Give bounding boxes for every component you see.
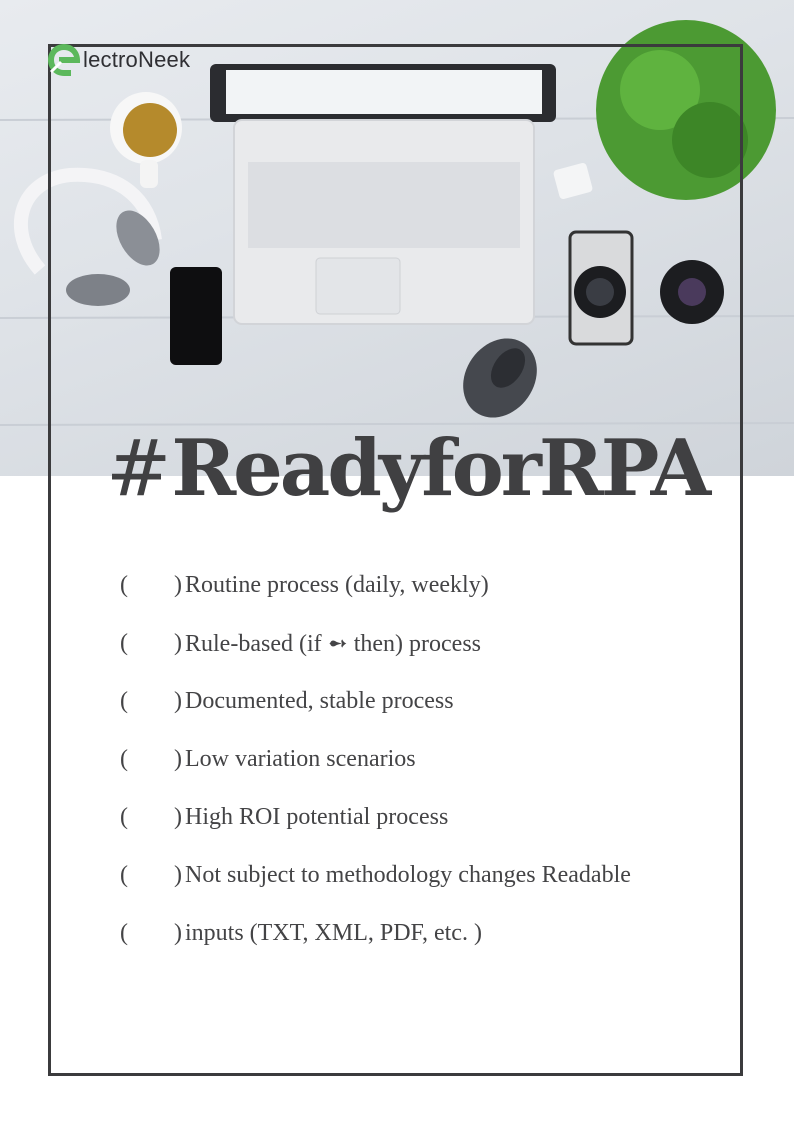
- list-item: [120, 556, 720, 614]
- list-item-label: Not subject to methodology changes Readable: [185, 861, 631, 888]
- list-item: [120, 672, 720, 730]
- list-item: [120, 904, 720, 962]
- checkbox[interactable]: ( ): [120, 629, 202, 656]
- checklist: [120, 556, 720, 962]
- checkbox[interactable]: ( ): [120, 571, 202, 598]
- brand-name: lectroNeek: [83, 47, 191, 72]
- list-item: [120, 788, 720, 846]
- list-item-label: Low variation scenarios: [185, 745, 416, 772]
- list-item-label: Routine process (daily, weekly): [185, 571, 489, 598]
- list-item: [120, 846, 720, 904]
- checkbox[interactable]: ( ): [120, 803, 202, 830]
- hashtag-symbol: #: [106, 424, 172, 514]
- brand-logo: [47, 42, 190, 78]
- electroneek-e-logo-icon: [47, 42, 81, 78]
- list-item-label: Rule-based (if ➻ then) process: [185, 630, 482, 657]
- checkbox[interactable]: ( ): [120, 861, 202, 888]
- list-item: [120, 730, 720, 788]
- list-item: [120, 614, 720, 672]
- title-text: ReadyforRPA: [171, 423, 709, 514]
- checkbox[interactable]: ( ): [120, 687, 202, 714]
- page-title: [106, 414, 726, 524]
- list-item-label: Documented, stable process: [185, 687, 454, 714]
- checkbox[interactable]: ( ): [120, 919, 202, 946]
- list-item-label: High ROI potential process: [185, 803, 449, 830]
- list-item-label: inputs (TXT, XML, PDF, etc. ): [185, 919, 482, 946]
- checkbox[interactable]: ( ): [120, 745, 202, 772]
